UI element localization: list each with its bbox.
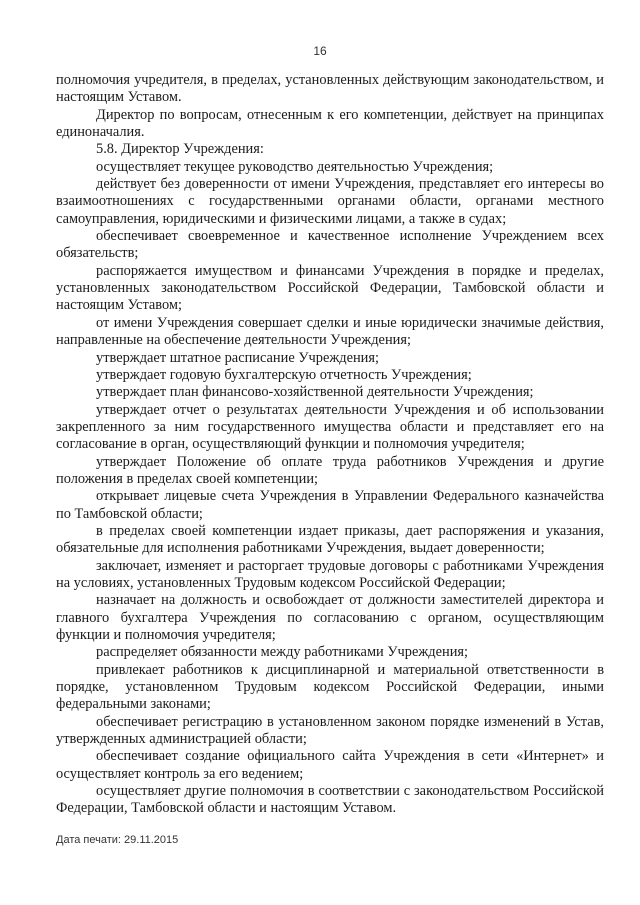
paragraph: обеспечивает своевременное и качественное исполнение Учреждением всех обязательств; <box>56 228 604 262</box>
paragraph: Директор по вопросам, отнесенным к его компетенции, действует на принципах единоначалия. <box>56 106 604 141</box>
page-number: 16 <box>313 44 327 58</box>
print-date: Дата печати: 29.11.2015 <box>56 834 179 846</box>
paragraph: утверждает штатное расписание Учреждения; <box>96 349 379 366</box>
paragraph: полномочия учредителя, в пределах, установленных действующим законодательством, и настоящим Уставом. <box>56 72 604 106</box>
paragraph: открывает лицевые счета Учреждения в Управлении Федерального казначейства по Тамбовской области; <box>56 488 604 522</box>
paragraph: от имени Учреждения совершает сделки и иные юридически значимые действия, направленные на обеспечение деятельности Учреждения; <box>56 314 604 349</box>
document-body <box>56 72 604 818</box>
section-heading: 5.8. Директор Учреждения: <box>96 141 264 158</box>
paragraph: в пределах своей компетенции издает приказы, дает распоряжения и указания, обязательные для исполнения работниками Учреждения, выдает доверенности; <box>56 522 604 557</box>
paragraph: распределяет обязанности между работниками Учреждения; <box>96 644 469 661</box>
paragraph: утверждает отчет о результатах деятельности Учреждения и об использовании закрепленного за ним государственного имущества области и представляет его на согласование в орган, осуществляющий функции и полномочия учредителя; <box>56 401 604 453</box>
paragraph: утверждает Положение об оплате труда работников Учреждения и другие положения в пределах своей компетенции; <box>56 453 604 487</box>
paragraph: осуществляет другие полномочия в соответствии с законодательством Российской Федерации, Тамбовской области и настоящим Уставом. <box>56 783 604 817</box>
paragraph: утверждает план финансово-хозяйственной деятельности Учреждения; <box>96 384 534 401</box>
paragraph: действует без доверенности от имени Учреждения, представляет его интересы во взаимоотношениях с государственными органами области, органами местного самоуправления, юридическими и физическими лицами, а также в судах; <box>56 176 604 227</box>
paragraph: обеспечивает регистрацию в установленном законом порядке изменений в Устав, утвержденных администрацией области; <box>56 713 604 748</box>
paragraph: утверждает годовую бухгалтерскую отчетность Учреждения; <box>96 366 472 383</box>
paragraph: обеспечивает создание официального сайта Учреждения в сети «Интернет» и осуществляет контроль за его ведением; <box>56 748 604 782</box>
paragraph: привлекает работников к дисциплинарной и материальной ответственности в порядке, установленном Трудовым кодексом Российской Федерации, иными федеральными законами; <box>56 661 604 713</box>
paragraph: заключает, изменяет и расторгает трудовые договоры с работниками Учреждения на условиях, установленных Трудовым кодексом Российской Федерации; <box>56 557 604 591</box>
paragraph: распоряжается имуществом и финансами Учреждения в порядке и пределах, установленных законодательством Российской Федерации, Тамбовской области и настоящим Уставом; <box>56 262 604 314</box>
paragraph: назначает на должность и освобождает от должности заместителей директора и главного бухгалтера Учреждения по согласованию с органом, осуществляющим функции и полномочия учредителя; <box>56 592 604 643</box>
paragraph: осуществляет текущее руководство деятельностью Учреждения; <box>96 158 494 175</box>
